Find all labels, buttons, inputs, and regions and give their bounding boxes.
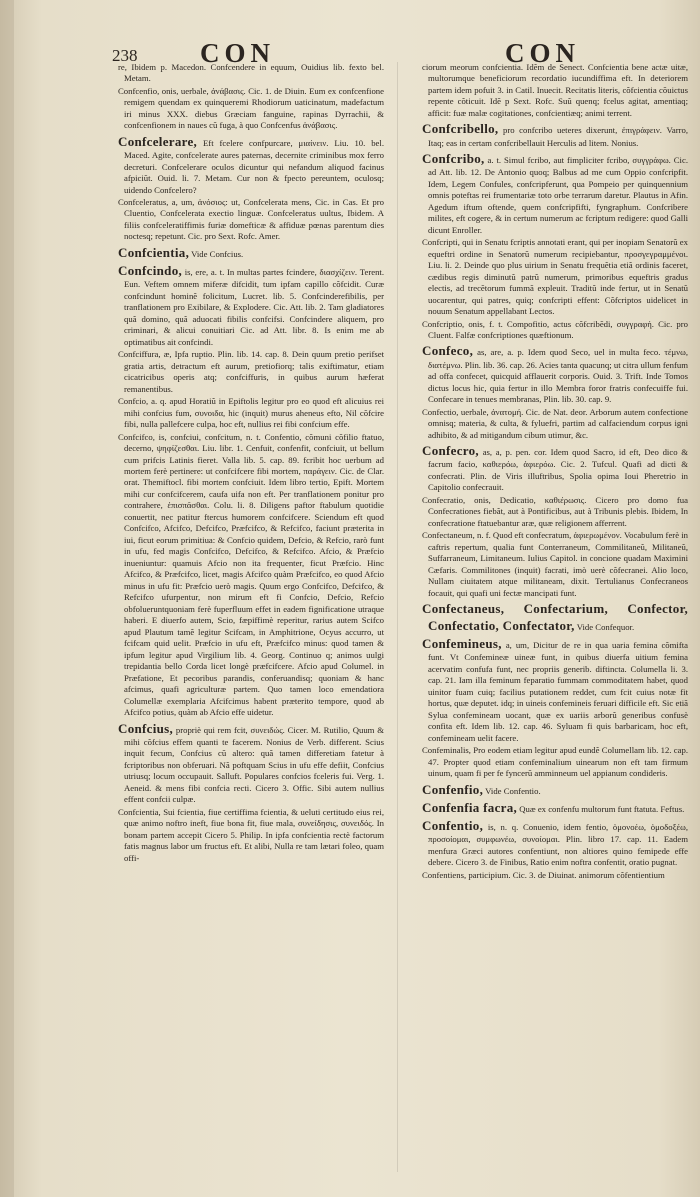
dictionary-entry — [422, 237, 688, 317]
entry-text: is, n. q. Conuenio, idem fentio, ὁμονοέω, ὁμοδοξέω, προσοίομαι, συμφωνέω, συνοίομαι. Plin. libro 17. cap. 11. Eadem menfura Græci autores confentiunt, non altiores quino femipede effe debere. Cicero 3. de Finibus, Ratio enim noftra confentit, oratio pugnat. — [428, 822, 688, 868]
dictionary-entry — [118, 396, 384, 430]
dictionary-entry — [118, 244, 384, 261]
entry-text: a, um, Dicitur de re in qua uaria femina cõmifta funt. Vt Confemineæ uineæ funt, in quibus diuerfa uitium femina acervatim confufa funt, nec propriis generib. diftincta. Columella li. 3. cap. 21. Iam illa feminum feparatio fummam commoditatem habet, quod uinitor fuam cuiq; facilius putationem reddet, cum fcit cuius notæ fit hortus, quæ deputet. idq; in uineis confemineis feruari difficile eft. Sic etiã Sylua confemineam uocant, quæ ex uariis arborũ generibus confusè confita eft. Idem lib. 12. cap. 46. Syluam fi quis barbaricam, hoc eft, confemineam uelit facere. — [428, 640, 688, 743]
entry-headword: Confenfio, — [422, 781, 484, 797]
entry-text: re, Ibidem p. Macedon. Confcendere in equum, Ouidius lib. fexto bel. Metam. — [118, 62, 384, 84]
dictionary-entry — [118, 432, 384, 719]
dictionary-entry — [422, 635, 688, 744]
dictionary-entry — [118, 807, 384, 864]
dictionary-entry — [118, 86, 384, 132]
entry-headword: Confectaneus, Confectarium, Confector, Confectatio, Confectator, — [422, 601, 688, 634]
entry-text: Confcientia, Sui fcientia, fiue certiffima fcientia, & ueluti certitudo eius rei, quæ animo noftro ineft, fiue bona fit, fiue mala, συνείδησις, συνειδός. In bonam partem accepit Cicero 5. Philip. In ipfa confcientia rectè factorum fatis magnus labor um fructus eft. Et alibi, Nulla re tam lætari foleo, quam offi- — [118, 806, 384, 863]
dictionary-entry — [422, 120, 688, 149]
dictionary-entry — [422, 495, 688, 529]
entry-headword: Confenfia facra, — [422, 799, 518, 815]
running-head-left: CON — [200, 38, 275, 68]
page-number: 238 — [112, 46, 138, 65]
entry-text: Confecratio, onis, Dedicatio, καθιέρωσις. Cicero pro domo fua Confecrationes fiebãt, aut à Pontificibus, aut à Tribunis plebis. Ibidem, In confecratione ftatuebantur aræ, quæ religionem afferrent. — [422, 494, 688, 528]
entry-text: Confentiens, participium. Cic. 3. de Diuinat. animorum cõfentientium — [422, 869, 665, 880]
entry-text: Vide Confequor. — [576, 622, 635, 633]
dictionary-entry — [118, 133, 384, 196]
dictionary-entry — [422, 817, 688, 869]
dictionary-entry — [422, 342, 688, 405]
dictionary-entry — [422, 745, 688, 779]
entry-text: Vide Confcius. — [191, 248, 244, 259]
entry-text: Confcripti, qui in Senatu fcriptis annotati erant, qui per inopiam Senatorũ ex equeftri ordine in Senatorũ numerum recipiebantur, προσγεγραμμένοι. Liu. li. 2. Deinde quo plus uirium in Senatu frequẽtia etiã ordinis faceret, cædibus regis diminutũ patrũ numerum, primoribus equeftris gradus electis, ad trecẽtorum fummã expleuit. Traditũ inde fertur, ut in Senatũ uocarentur, qui patres, quiq; confcripti effent: Cõfcriptos uidelicet in nouum Senatum appellabant Lectos. — [422, 237, 688, 317]
entry-text: pro confcribo ueteres dixerunt, ἐπιγράφειν. Varro, Itaq; eas in certam confcribellauit Herculis ad litem. Nonius. — [428, 125, 688, 148]
entry-headword: Confcientia, — [118, 244, 190, 260]
dictionary-entry — [422, 407, 688, 441]
entry-text: Confeminalis, Pro eodem etiam legitur apud eundẽ Columellam lib. 12. cap. 47. Propter quod etiam confeminalium uinearum non eft tam firmum uinum, quam fi per fe fyncerũ amminneum uel appianum condideris. — [422, 745, 688, 779]
dictionary-entry — [118, 349, 384, 395]
entry-text: Confceleratus, a, um, ἀνόσιος: ut, Confcelerata mens, Cic. in Cas. Et pro Cluentio, Confcelerata exectio linguæ. Confceleratus uultus, Ibidem. A filiis confceleratiffimis furiæ domefticæ & affiduæ pœnas parentum dies noctesq; repetunt. Cic. pro Sext. Rofc. Amer. — [118, 197, 384, 242]
entry-headword: Confcribello, — [422, 121, 499, 137]
dictionary-entry — [118, 720, 384, 806]
entry-headword: Confcindo, — [118, 263, 183, 279]
entry-text: Confectaneum, n. f. Quod eft confecratum, ἀφιερωμένον. Vocabulum ferè in caftris repertum, qualia funt Conterraneum, Commilitaneũ, Militaneũ, Suffarraneum, Limitaneum. Iulius Capitol. in concione quadam Maximini Cæfaris. Commilitones (inquit) facrati, imò uerè cõfecranei. Alio loco, Nullam ciuitatem atque militaneam, dixit. Tertulianus Confecraneos focauit, qui quafi uni fectæ mancipati funt. — [422, 530, 688, 598]
entry-headword: Confecro, — [422, 443, 479, 459]
dictionary-entry — [422, 319, 688, 342]
dictionary-entry — [118, 62, 384, 85]
entry-text: Vide Confentio. — [485, 785, 541, 796]
entry-text: as, a, p. pen. cor. Idem quod Sacro, id eft, Deo dico & facrum facio, καθιερόω, ἀφιερόω. Cic. 2. Tufcul. Quafi ad dicti & confecrati. Plin. de Viris illuftribus, Spolia opima Ioui Pheretrio in Capitolio confecrauit. — [428, 447, 688, 493]
dictionary-entry — [118, 262, 384, 348]
entry-text: Confcifco, is, confciui, confcitum, n. t. Confentio, cõmuni cõfilio ftatuo, decerno, ψηφίζεσθαι. Liu. libr. 1. Cenfuit, confenfit, confciuit, ut bellum cum prifcis Latinis fieret. Valla lib. 5. cap. 89. fcribit hoc uerbum ad mortem ferè pertinere: ut confcifcere fibi mortem, παράγειν. Cic. de Clar. orat. Themiftocl. fibi mortem confciuit. Idem libro tertio, Epift. Mortem mihi cur confcifcerem, caufa uifa non eft. Per tranflationem ponitur pro contrahere, ἐπισπᾶσθαι. Colu. li. 8. Diligens paftor ftabulum quotidie conuertit, nec patitur ftercus humorem confcifcere. Sciendum eft quod Confcifco, Afcifco, Defcifco, Præfcifco, & Refcifco, faciunt præterita in iui, ficut eorum primitiua: & Confcio quidem, Defcio, & Refcio, rarò funt in ufu, fed magis Confcifco, Defcifco, & Refcifco. Afcio, & Præfcio inueniuntur: quamuis Afcio non ita frequenter, ficut Præfcio. Hinc Afcifco, & Præfcifco, licet, magis Afcifco quàm Præfcifco, eo quod Afcio minus in ufu fit: Præfcio uerò magis. Quum ergo Confcifco, Defcifco, & Refcifco ufurpentur, non mirum eft fi Confcio, Defcio, Refcio obfolueruntquoniam ferè fuperfluum effet in eadem fignificatione utraque haberi. E diuerfo autem, Scio, fæpiffimè reperitur, rarius autem Scifco apud Plautum tamẽ legitur Scifcam, in Amphitrione, Ocyus accurro, ut fcifcam quid uelit. Præfcio in ufu eft, Præfcifco minus: quod tamen & ipfum legitur apud Virgilium lib. 4. Georg. Continuo q; animos uulgi trepidantia bello Corda licet longè præfcifcere. Afcio apud Columel. in Præfatione, Et pecoribus parandis, conferuandisq; quoniam & hanc afcimus, quafi agriculturæ partem. Quo tamen loco emendatiora Columellæ exemplaria Afcifcimus habent præterito tempore, quod ab Afcifco potius, quàm ab Afcio effe uidetur. — [118, 431, 384, 718]
page-gutter — [0, 0, 14, 1197]
dictionary-entry — [118, 197, 384, 243]
entry-headword: Confeco, — [422, 343, 474, 359]
running-head-right: CON — [505, 38, 580, 68]
right-column — [422, 62, 688, 1187]
entry-text: ciorum meorum confcientia. Idẽm de Senect. Confcientia bene actæ uitæ, multorumque beneficiorum recordatio iucundiffima eft. In deteriorem partem idem pofuit 3. in Catil. Inuecit. Recitatis literis, cõfcientia cõuictus repente cõticuit. Idẽ p Sext. Rofc. Suũ quenq; fcelus agitat, amentiaq; afficit: fuæ malæ cogitationes, confcientiæq; animi terrent. — [422, 62, 688, 118]
dictionary-entry — [422, 442, 688, 494]
entry-text: Confcenfio, onis, uerbale, ἀνάβασις. Cic. 1. de Diuin. Eum ex confcenfione remigem quendam ex quinqueremi Rhodiorum uaticinatum, madefactum iri minus XXX. diebus Græciam fanguine, rapinas Dyrrachii, & confcenfionem in naues cũ fuga, à quo Confcenfus ἀνάβασις. — [118, 85, 384, 131]
dictionary-entry — [422, 62, 688, 119]
entry-headword: Confentio, — [422, 818, 484, 834]
entry-headword: Confcribo, — [422, 151, 485, 167]
dictionary-entry — [422, 781, 688, 798]
entry-text: Confcriptio, onis, f. t. Compofitio, actus cõfcribẽdi, συγγραφή. Cic. pro Cluent. Falfæ confcriptiones quæftionum. — [422, 318, 688, 340]
column-divider — [397, 62, 398, 1172]
entry-headword: Confemineus, — [422, 636, 502, 652]
entry-text: Confcio, a. q. apud Horatiũ in Epiftolis legitur pro eo quod eft alicuius rei mihi confcius fum, συνοιδα, hic (inquit) murus aheneus efto, Nil cõfcire fibi, nulla pallefcere culpa, hoc eft, nullius rei fibi confcium effe. — [118, 396, 384, 430]
entry-text: Eft fcelere confpurcare, μιαίνειν. Liu. 10. bel. Maced. Agite, confcelerate aures paternas, decernite criminibus mox ferro decreturi. Confcelerare oculos dicuntur qui nefandum aliquod facinus afpiciũt. Ouid. li. 7. Metam. Cur non & fpecto pereuntem, oculosq; uidendo Confcelero? — [124, 137, 384, 195]
entry-text: Confectio, uerbale, ἀνατομή. Cic. de Nat. deor. Arborum autem confectione omnisq; materia, & culta, & fyluefri, partim ad calfaciendum corpus igni adhibito, & ad mitigandum cibum utimur, &c. — [422, 406, 688, 440]
dictionary-entry — [422, 799, 688, 816]
left-column — [118, 62, 384, 1187]
entry-text: as, are, a. p. Idem quod Seco, uel in multa feco. τέμνω, διατέμνω. Plin. lib. 36. cap. 26. Acies tanta quacunq; ut citra ullum fenfum ad offa confecet, quicquid afflauerit corporis. Ouid. 3. Trift. Inde Tomos dictus locus hic, quia fertur in illo Membra foror fratris confecuiffe fui. Confecare in tenues membranas, Plin. lib. 30. cap. 9. — [428, 347, 688, 405]
dictionary-entry — [422, 870, 688, 881]
entry-text: a. t. Simul fcribo, aut fimpliciter fcribo, συγγράφω. Cic. ad Att. lib. 12. De Antonio quoq; Balbus ad me cum Oppio confcripfit. Idem, Legem Confules, confcripferunt, qua Pompeio per quinquennium omnis poteftas rei frumentariæ toto orbe terrarum daretur. Plautus in Afin. Agedum iftum oftende, quem confcripfifti, fyngraphum. Confcribere milites, eft cogere, & in certum numerum ac fcriptum redigere: quod Galli dicunt Enroller. — [428, 155, 688, 235]
entry-headword: Confcelerare, — [118, 133, 198, 149]
entry-text: is, ere, a. t. In multas partes fcindere, διασχίζειν. Terent. Eun. Veftem omnem miferæ difcidit, tum ipfam capillo cõfcidit. Curæ confcindunt hominẽ folicitum, Lucret. lib. 5. Confcinderefibilis, per tranflationem pro Exibilare, & Explodere. Cic. Att. lib. 2. Tam gladiatores quã domino, quã aduocati fibilis confcifsi. Confcindere aliquem, pro criminari, & alicui conuitiari Cic. ad Att. libr. 8. Is enim me ab optimatibus ait confcindi. — [124, 267, 384, 347]
entry-headword: Confcius, — [118, 720, 174, 736]
entry-text: Confciffura, æ, Ipfa ruptio. Plin. lib. 14. cap. 8. Dein quum pretio perifset gratia artis, detractum eft aurum, pretiofiorq; talis exiftimatur, etiam cicatricibus operis atq; confciffuris, in quibus aurum hæferat remanentibus. — [118, 349, 384, 394]
dictionary-entry — [422, 530, 688, 599]
entry-text: Quæ ex confenfu multorum funt ftatuta. Feftus. — [519, 803, 685, 814]
dictionary-entry — [422, 600, 688, 634]
entry-text: propriè qui rem fcit, συνειδώς. Cicer. M. Rutilio, Quum & mihi cõfcius effem quanti te facerem. Nonius de Verb. different. Scius inquit fecum, Confcius cũ altero: quã tamen differetiam fatetur à fcriptoribus non obferuari. Nã poftquam Scius in ufu effe defiit, Confcius utriusq; locum occupauit. Salluft. Populares confcios fceleris fui. Verg. 1. Aeneid. & mens fibi confcia recti. Cicero 3. Offic. Sibi autem nullius effent confcii culpæ. — [124, 724, 384, 805]
dictionary-entry — [422, 150, 688, 236]
